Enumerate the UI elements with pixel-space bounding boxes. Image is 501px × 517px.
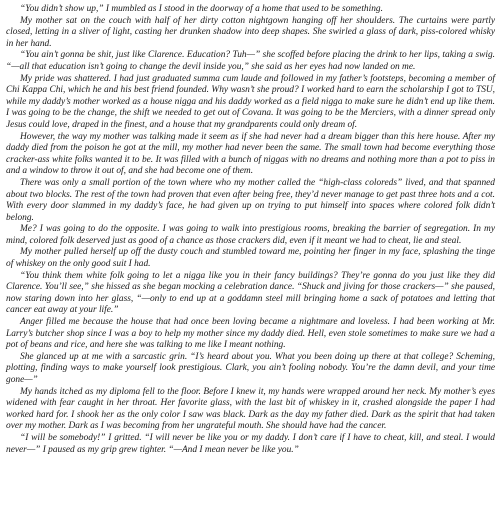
paragraph: My hands itched as my diploma fell to the floor. Before I knew it, my hands were wrapped around her neck. My mother’s eyes widened with fear caught in her throat. Her favorite glass, with the last bit of whiskey in it, crashed alongside the paper I had worked hard for. I shook her as the only color I saw was black. Dark as the day my father died. Dark as the spirit that had taken over my mother. Dark as I was becoming from her ungrateful mouth. She should have had the cancer. (6, 386, 495, 432)
paragraph: Me? I was going to do the opposite. I was going to walk into prestigious rooms, breaking the barrier of segregation. In my mind, colored folk deserved just as good of a chance as those crackers did, even if it meant we had to cheat, lie and steal. (6, 224, 495, 246)
paragraph: “You didn’t show up,” I mumbled as I stood in the doorway of a home that used to be something. (20, 4, 383, 14)
paragraph: My mother pulled herself up off the dusty couch and stumbled toward me, pointing her finger in my face, splashing the tinge of whiskey on the only good suit I had. (6, 247, 495, 270)
paragraph: “I will be somebody!” I gritted. “I will never be like you or my daddy. I don’t care if I have to cheat, kill, and steal. I would never—” I paused as my grip grew tighter. “—And I mean never be like you.” (6, 432, 495, 455)
paragraph: However, the way my mother was talking made it seem as if she had never had a dream bigger than this here house. After my daddy died from the poison he got at the mill, my mother had never been the same. The small town had become everything those cracker-ass white folks wanted it to be. It was filled with a bunch of niggas with no dreams and nothing more than a pot to piss in and a window to throw it out of, and she had become one of them. (6, 131, 495, 177)
paragraph: She glanced up at me with a sarcastic grin. “I’s heard about you. What you been doing up there at that college? Scheming, plotting, finding ways to make yourself look prestigious. Clark, you ain’t fooling nobody. You’re the damn devil, and your time gone—” (6, 351, 495, 385)
paragraph: Anger filled me because the house that had once been loving became a nightmare and loveless. I had been working at Mr. Larry’s butcher shop since I was a boy to help my mother since my daddy died. Hell, even stole sometimes to make sure we had a pot of beans and rice, and here she was talking to me like I meant nothing. (6, 317, 495, 351)
paragraph: My mother sat on the couch with half of her dirty cotton nightgown hanging off her shoulders. The curtains were partly closed, letting in a sliver of light, casting her drunken shadow into deep shapes. She swirled a glass of dark, piss-colored whisky in her hand. (6, 15, 495, 49)
paragraph: My pride was shattered. I had just graduated summa cum laude and followed in my father’s footsteps, becoming a member of Chi Kappa Chi, which he and his best friend founded. Why wasn’t she proud? I worked hard to earn the scholarship I got to TSU, while my daddy’s mother worked as a house nigga and his daddy worked as a field nigga to make sure he didn’t end up like them. I was going to be the change, the shift we needed to get out of Covana. It was going to be the Merciers, with a dinner spread only Jesus could love, draped in the finest, and a house that my grandparents could only dream of. (6, 73, 495, 130)
paragraph: “You think them white folk going to let a nigga like you in their fancy buildings? They’re gonna do you just like they did Clarence. You’ll see,” she hissed as she began mocking a celebration dance. “Shuck and jiving for those crackers—” she paused, now staring down into her glass, “—only to end up at a goddamn steel mill bringing home a sack of potatoes and letting that cancer eat away at your life.” (6, 270, 495, 316)
paragraph: There was only a small portion of the town where who my mother called the “high-class coloreds” lived, and that spanned about two blocks. The rest of the town had proven that even after being free, they’d never manage to get past three hots and a cot. With every door slammed in my daddy’s face, he had given up on trying to put himself into spaces where colored folk didn’t belong. (6, 177, 495, 223)
paragraph: “You ain’t gonna be shit, just like Clarence. Education? Tuh—” she scoffed before placing the drink to her lips, taking a swig. “—all that education isn’t going to change the devil inside you,” she said as her eyes had now landed on me. (6, 50, 495, 72)
